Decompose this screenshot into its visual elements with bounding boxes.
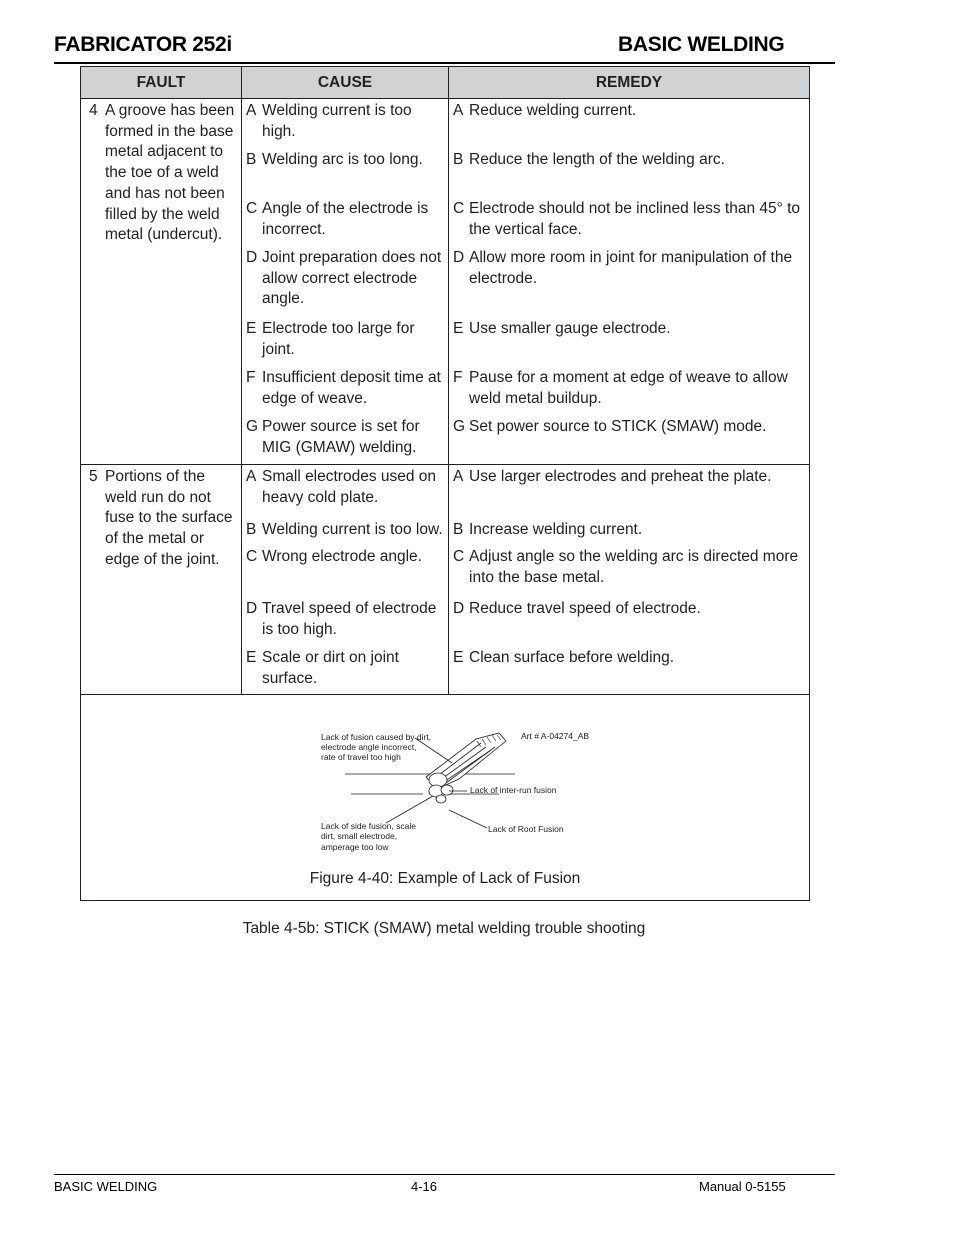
remedy-item	[449, 417, 809, 462]
cause-item	[242, 319, 448, 368]
remedy-letter: C	[453, 548, 465, 565]
remedy-item	[449, 319, 809, 368]
cause-text: Scale or dirt on joint surface.	[262, 649, 399, 687]
cause-letter: E	[246, 320, 257, 337]
cause-text: Angle of the electrode is incorrect.	[262, 200, 429, 238]
remedy-text: Reduce the length of the welding arc.	[469, 151, 725, 168]
cause-text: Welding arc is too long.	[262, 151, 423, 168]
cause-text: Joint preparation does not allow correct electrode angle.	[262, 249, 442, 308]
label-lack-fusion-angle: electrode angle incorrect,	[321, 742, 417, 752]
cause-text: Electrode too large for joint.	[262, 320, 415, 358]
remedy-letter: F	[453, 369, 463, 386]
remedy-text: Use larger electrodes and preheat the plate.	[469, 468, 772, 485]
remedy-letter: A	[453, 102, 464, 119]
cause-item	[242, 599, 448, 648]
cause-letter: A	[246, 468, 257, 485]
label-side-fusion-amperage: amperage too low	[321, 842, 389, 852]
label-side-fusion-electrode: dirt, small electrode,	[321, 831, 398, 841]
remedy-text: Reduce welding current.	[469, 102, 637, 119]
label-art-number: Art # A-04274_AB	[521, 731, 590, 741]
remedy-text: Set power source to STICK (SMAW) mode.	[469, 418, 767, 435]
header-remedy: REMEDY	[449, 67, 810, 99]
cause-text: Power source is set for MIG (GMAW) welding.	[262, 418, 420, 456]
header-cause: CAUSE	[242, 67, 449, 99]
label-inter-run-fusion: Lack of inter-run fusion	[470, 785, 557, 795]
remedy-letter: B	[453, 151, 464, 168]
remedy-text: Adjust angle so the welding arc is directed more into the base metal.	[469, 548, 799, 586]
section-title: BASIC WELDING	[618, 33, 785, 56]
remedy-item	[449, 199, 809, 248]
cause-item	[242, 368, 448, 417]
remedy-item	[449, 248, 809, 319]
cause-item	[242, 150, 448, 199]
cause-item	[242, 467, 448, 520]
cause-letter: C	[246, 200, 258, 217]
cause-item	[242, 648, 448, 690]
cause-letter: D	[246, 249, 258, 266]
remedy-text: Increase welding current.	[469, 521, 643, 538]
remedy-text: Electrode should not be inclined less than 45° to the vertical face.	[469, 200, 801, 238]
remedy-letter: E	[453, 649, 464, 666]
remedy-item	[449, 368, 809, 417]
footer-manual-number: Manual 0-5155	[699, 1179, 786, 1194]
label-root-fusion: Lack of Root Fusion	[488, 824, 564, 834]
remedy-item	[449, 101, 809, 150]
cause-item	[242, 199, 448, 248]
remedy-letter: D	[453, 249, 465, 266]
cause-letter: G	[246, 418, 259, 435]
cause-letter: B	[246, 151, 257, 168]
figure-row	[81, 695, 810, 901]
remedy-text: Allow more room in joint for manipulation of the electrode.	[469, 249, 793, 287]
fault-group-4	[81, 99, 810, 465]
header-fault: FAULT	[81, 67, 242, 99]
header-rule	[54, 62, 835, 64]
document-title: FABRICATOR 252i	[54, 33, 232, 56]
label-lack-fusion-travel: rate of travel too high	[321, 752, 401, 762]
remedy-letter: G	[453, 418, 466, 435]
cause-letter: F	[246, 369, 256, 386]
remedy-item	[449, 599, 809, 648]
remedy-item	[449, 547, 809, 599]
cause-text: Welding current is too low.	[262, 521, 443, 538]
fault-number: 4	[89, 102, 98, 119]
cause-text: Wrong electrode angle.	[262, 548, 422, 565]
cause-text: Welding current is too high.	[262, 102, 412, 140]
remedy-item	[449, 648, 809, 690]
remedy-item	[449, 467, 809, 520]
remedy-item	[449, 520, 809, 547]
cause-letter: A	[246, 102, 257, 119]
remedy-letter: C	[453, 200, 465, 217]
table-caption: Table 4-5b: STICK (SMAW) metal welding trouble shooting	[242, 920, 646, 937]
fault-number: 5	[89, 468, 98, 485]
remedy-letter: A	[453, 468, 464, 485]
remedy-letter: E	[453, 320, 464, 337]
cause-text: Small electrodes used on heavy cold plate.	[262, 468, 437, 506]
cause-item	[242, 520, 448, 547]
remedy-letter: B	[453, 521, 464, 538]
cause-letter: B	[246, 521, 257, 538]
table-header-row	[81, 67, 810, 99]
leader-line	[386, 796, 433, 823]
cause-item	[242, 248, 448, 319]
cause-item	[242, 547, 448, 599]
remedy-text: Clean surface before welding.	[469, 649, 675, 666]
footer-page-number: 4-16	[411, 1179, 438, 1194]
cause-text: Travel speed of electrode is too high.	[262, 600, 437, 638]
remedy-text: Pause for a moment at edge of weave to allow weld metal buildup.	[469, 369, 788, 407]
figure-cell	[81, 695, 810, 901]
remedy-text: Use smaller gauge electrode.	[469, 320, 671, 337]
label-lack-fusion-dirt: Lack of fusion caused by dirt,	[321, 732, 432, 742]
cause-letter: C	[246, 548, 258, 565]
cause-item	[242, 417, 448, 462]
remedy-text: Reduce travel speed of electrode.	[469, 600, 701, 617]
label-side-fusion-scale: Lack of side fusion, scale	[321, 821, 416, 831]
footer-section: BASIC WELDING	[54, 1179, 158, 1194]
fault-group-5	[81, 465, 810, 695]
cause-text: Insufficient deposit time at edge of weave.	[262, 369, 441, 407]
fault-description: A groove has been formed in the base metal adjacent to the toe of a weld and has not been filled by the weld metal (undercut).	[105, 102, 235, 244]
remedy-item	[449, 150, 809, 199]
fault-description: Portions of the weld run do not fuse to the surface of the metal or edge of the joint.	[105, 468, 233, 568]
cause-item	[242, 101, 448, 150]
footer-rule	[54, 1174, 835, 1175]
leader-line	[449, 810, 487, 828]
troubleshooting-table	[80, 66, 810, 901]
remedy-letter: D	[453, 600, 465, 617]
cause-letter: E	[246, 649, 257, 666]
cause-letter: D	[246, 600, 258, 617]
figure-caption: Figure 4-40: Example of Lack of Fusion	[309, 870, 581, 887]
